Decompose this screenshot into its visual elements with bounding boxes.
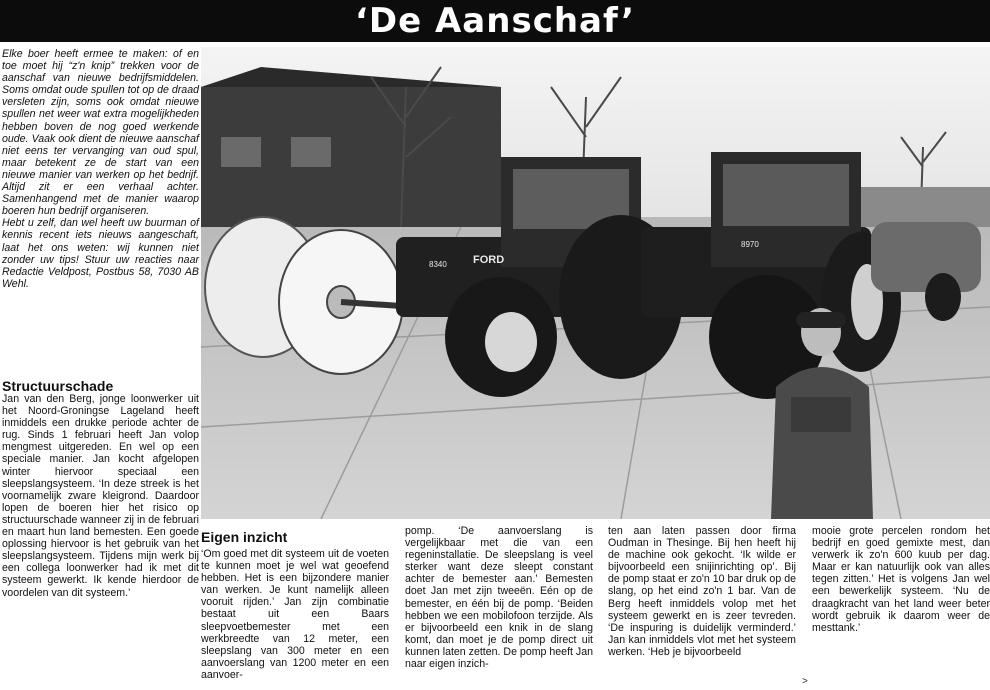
page-title: ‘De Aanschaf’ <box>354 1 636 41</box>
tractor-model-label: 8340 <box>429 260 447 269</box>
column-2-text: pomp. ‘De aanvoerslang is vergelijkbaar met die van een regeninstallatie. De sleepslang is veel sterker want deze sleept constant achter de bemester aan.’ Bemesten doet Jan met zijn tweeën. Eén op de bemester, en één bij de pomp. ‘Beiden hebben we een mobilofoon terzijde. Als er bijvoorbeeld een knik in de slang komt, dan moet je de pomp direct uit kunnen laten zetten. De pomp heeft Jan naar eigen inzich- <box>405 525 593 671</box>
article-column-1 <box>201 529 389 681</box>
tractor-brand-label: FORD <box>473 254 505 266</box>
article-photo <box>201 47 990 519</box>
header-banner <box>0 0 990 42</box>
column-4-text: mooie grote percelen rondom het bedrijf en goed gemixte mest, dan verwerk ik zo'n 600 kuub per dag. Maar er kan natuurlijk ook van alles tegen zitten.’ Het is volgens Jan wel een bewerkelijk systeem. ‘Nu de draagkracht van het land weer beter wordt gebruik ik daarom weer de mesttank.’ <box>812 525 990 634</box>
continuation-arrow-icon: > <box>802 676 808 687</box>
article-column-4 <box>812 525 990 634</box>
article-column-2 <box>405 525 593 670</box>
intro-call-to-action: Hebt u zelf, dan wel heeft uw buurman of kennis recent iets nieuws aangeschaft, laat het ons weten: wij kunnen niet zonder uw tips! Stuur uw reacties naar Redactie Veldpost, Postbus 58, 7030 AB Wehl. <box>2 217 199 290</box>
column-3-text: ten aan laten passen door firma Oudman in Thesinge. Bij hen heeft hij de machine ook gekocht. ‘Ik wilde er bijvoorbeeld een snijinrichting op’. Bij de pomp staat er zo'n 10 bar druk op de slang, op het eind zo'n 1 bar. Van de Berg heeft inmiddels volop met het systeem gewerkt en is zeer tevreden. ‘De inspuring is duidelijk verminderd.’ Jan kan inmiddels vlot met het systeem werken. ‘Heb je bijvoorbeeld <box>608 525 796 658</box>
heading-eigen-inzicht: Eigen inzicht <box>201 529 288 545</box>
intro-text <box>2 48 199 290</box>
second-tractor-label: 8970 <box>741 240 759 249</box>
article-column-3 <box>608 525 796 658</box>
heading-structuurschade: Structuurschade <box>2 378 114 394</box>
column-1-text: ‘Om goed met dit systeem uit de voeten te kunnen moet je wel wat geoefend hebben. Het is een bijzondere manier van werken. Je kunt namelijk alleen vooruit rijden.’ Jan zijn combinatie bestaat uit een Baars sleepvoetbemester met een werkbreedte van 12 meter, een sleepslang van 300 meter en een aanvoerslang van 1200 meter en een aanvoer- <box>201 548 389 681</box>
structuurschade-body: Jan van den Berg, jonge loonwerker uit het Noord-Groningse Lageland heeft inmiddels een drukke periode achter de rug. Sinds 1 februari heeft Jan volop mengmest uitgereden. En wel op een speciale manier. Jan kocht afgelopen winter hiervoor speciaal een sleepslangsysteem. ‘In deze streek is het voornamelijk zware kleigrond. Daardoor lopen de boeren hier het risico op structuurschade wanneer zij in de februari en maart hun land bemesten. Een goede oplossing hiervoor is het gebruik van het sleepslangsysteem. Tijdens mijn werk bij een collega loonwerker had ik met dit systeem gewerkt. Ik kende hierdoor de voordelen van dit systeem.’ <box>2 393 199 599</box>
tractor-photo-illustration <box>201 47 990 519</box>
intro-paragraph: Elke boer heeft ermee te maken: of en toe moet hij “z'n knip” trekken voor de aanschaf van nieuwe bedrijfsmiddelen. Soms omdat oude spullen tot op de draad versleten zijn, soms ook omdat nieuwe spullen net weer wat extra mogelijkheden hebben boven de nog goed werkende oude. Vaak ook dient de nieuwe aanschaf niet eens ter vervanging van oud spul, maar betekent ze de start van een nieuwe manier van werken op het bedrijf. Altijd zit er een verhaal achter. Samenhangend met de manier waarop boeren hun bedrijf organiseren. <box>2 48 199 218</box>
